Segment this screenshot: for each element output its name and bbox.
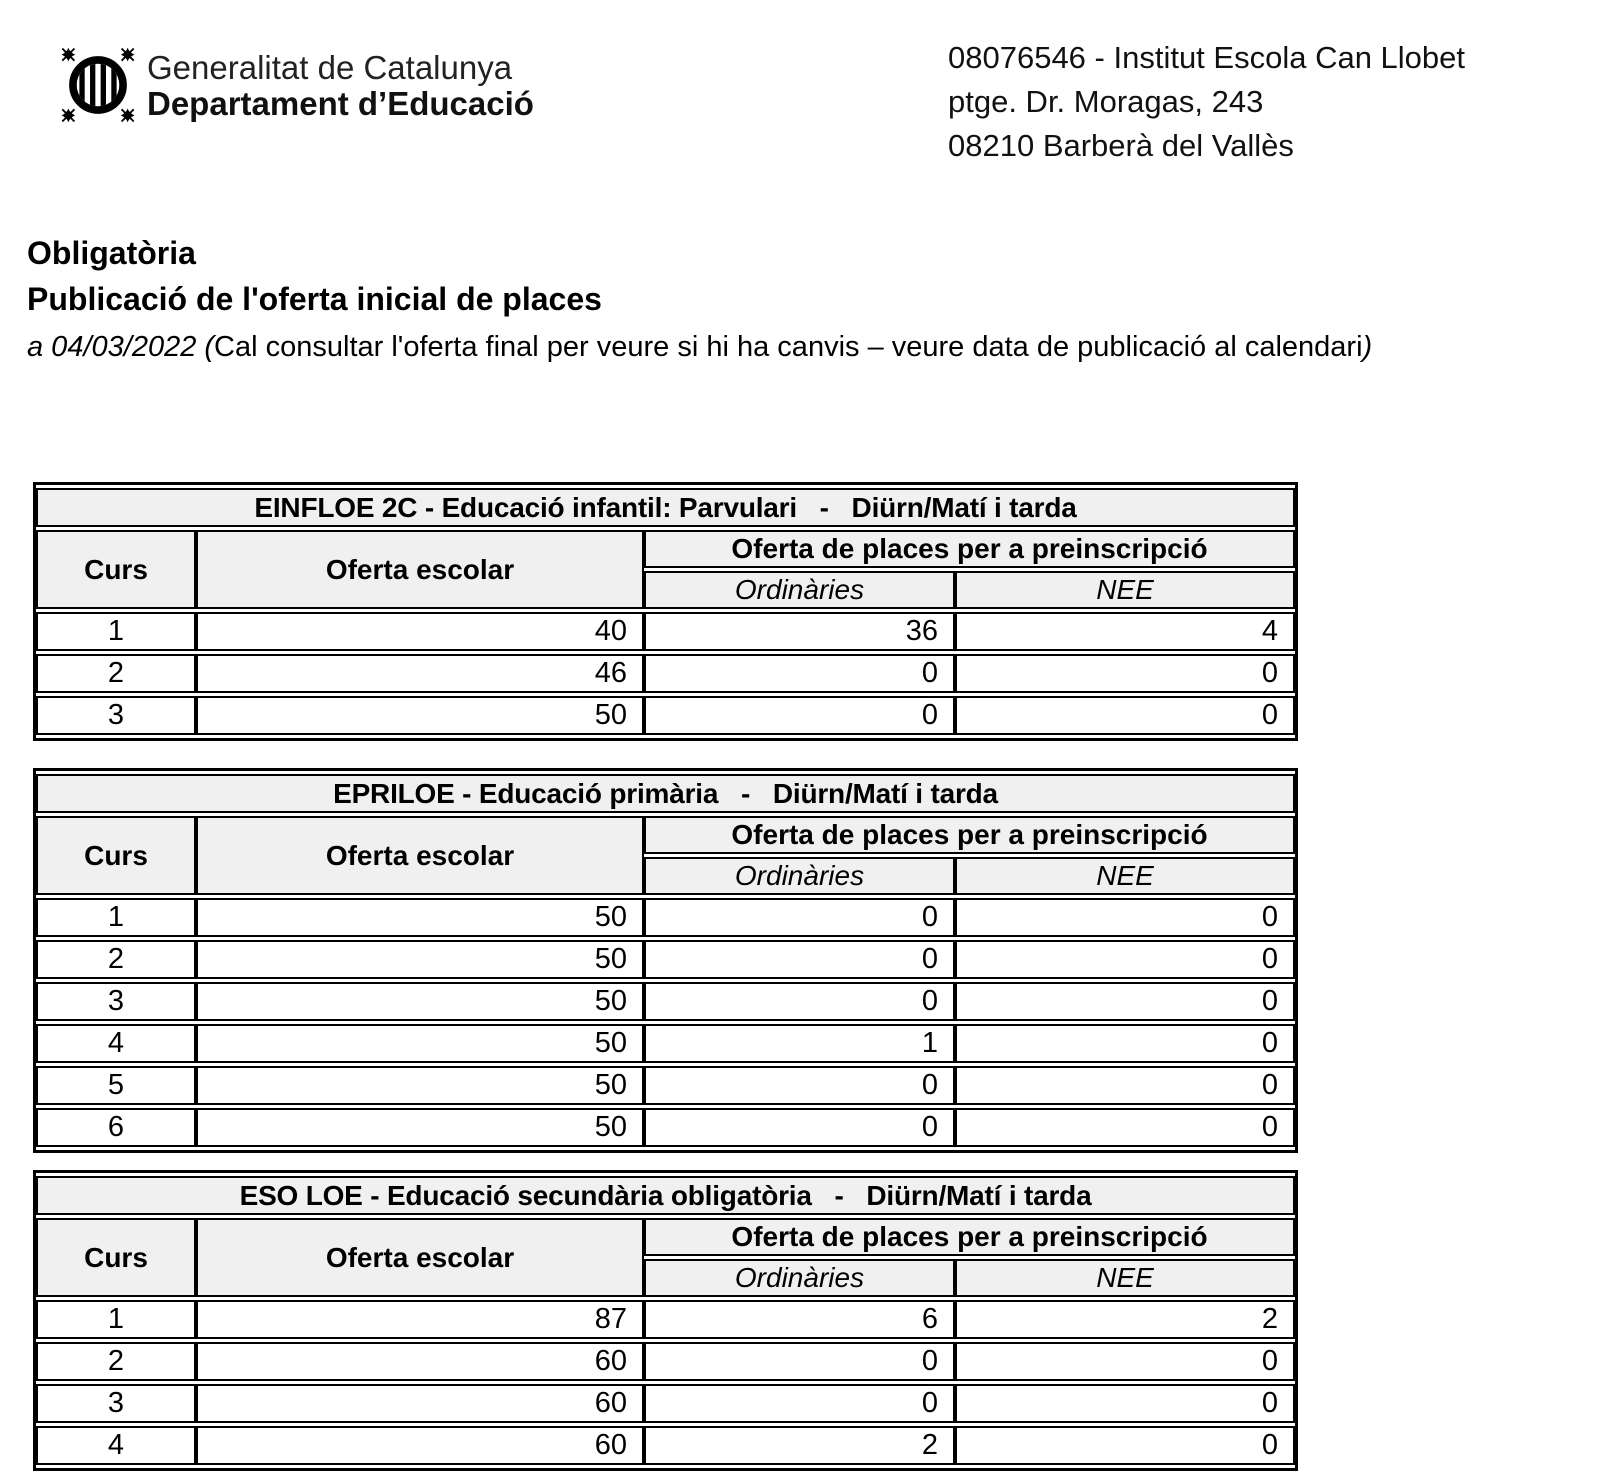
table-row [36, 982, 1295, 1021]
ordinaries-cell: 0 [644, 1066, 955, 1105]
table-title: ESO LOE - Educació secundària obligatòria - Diürn/Matí i tarda [36, 1176, 1295, 1215]
curs-cell: 3 [36, 696, 196, 735]
ordinaries-cell: 0 [644, 654, 955, 693]
oferta-cell: 40 [196, 612, 644, 651]
oferta-cell: 50 [196, 696, 644, 735]
oferta-cell: 46 [196, 654, 644, 693]
school-street: ptge. Dr. Moragas, 243 [948, 84, 1264, 119]
curs-cell: 2 [36, 1342, 196, 1381]
col-header-ordinaries: Ordinàries [644, 1259, 955, 1297]
col-header-ordinaries: Ordinàries [644, 571, 955, 609]
subtitle-close-paren: ) [1362, 331, 1373, 363]
table-title: EINFLOE 2C - Educació infantil: Parvulari - Diürn/Matí i tarda [36, 488, 1295, 527]
nee-cell: 0 [955, 1384, 1295, 1423]
ordinaries-cell: 0 [644, 898, 955, 937]
ordinaries-cell: 0 [644, 1384, 955, 1423]
nee-cell: 0 [955, 982, 1295, 1021]
oferta-cell: 87 [196, 1300, 644, 1339]
heading-block [27, 230, 1372, 370]
oferta-cell: 60 [196, 1426, 644, 1465]
heading-publicacio: Publicació de l'oferta inicial de places [27, 281, 602, 317]
col-header-nee: NEE [955, 857, 1295, 895]
table-row [36, 1024, 1295, 1063]
nee-cell: 4 [955, 612, 1295, 651]
col-header-group: Oferta de places per a preinscripció [644, 816, 1295, 854]
table-eso [33, 1170, 1298, 1471]
oferta-cell: 50 [196, 898, 644, 937]
nee-cell: 2 [955, 1300, 1295, 1339]
table-epriloe [33, 768, 1298, 1153]
oferta-cell: 50 [196, 1066, 644, 1105]
curs-cell: 4 [36, 1426, 196, 1465]
table-row [36, 654, 1295, 693]
curs-cell: 1 [36, 1300, 196, 1339]
table-row [36, 696, 1295, 735]
nee-cell: 0 [955, 654, 1295, 693]
school-code-name: 08076546 - Institut Escola Can Llobet [948, 40, 1466, 75]
ordinaries-cell: 0 [644, 1342, 955, 1381]
curs-cell: 3 [36, 1384, 196, 1423]
col-header-nee: NEE [955, 571, 1295, 609]
table-row [36, 898, 1295, 937]
col-header-oferta-escolar: Oferta escolar [196, 530, 644, 609]
ordinaries-cell: 0 [644, 940, 955, 979]
table-title: EPRILOE - Educació primària - Diürn/Matí i tarda [36, 774, 1295, 813]
ordinaries-cell: 2 [644, 1426, 955, 1465]
heading-obligatoria: Obligatòria [27, 235, 196, 271]
oferta-cell: 50 [196, 1024, 644, 1063]
curs-cell: 1 [36, 612, 196, 651]
table-row [36, 940, 1295, 979]
ordinaries-cell: 0 [644, 696, 955, 735]
curs-cell: 2 [36, 940, 196, 979]
curs-cell: 1 [36, 898, 196, 937]
curs-cell: 3 [36, 982, 196, 1021]
nee-cell: 0 [955, 940, 1295, 979]
col-header-group: Oferta de places per a preinscripció [644, 530, 1295, 568]
oferta-cell: 60 [196, 1342, 644, 1381]
nee-cell: 0 [955, 1024, 1295, 1063]
nee-cell: 0 [955, 1066, 1295, 1105]
oferta-cell: 50 [196, 982, 644, 1021]
oferta-cell: 50 [196, 1108, 644, 1147]
org-department: Departament d’Educació [147, 85, 534, 122]
curs-cell: 5 [36, 1066, 196, 1105]
col-header-curs: Curs [36, 530, 196, 609]
school-address [948, 36, 1465, 168]
col-header-group: Oferta de places per a preinscripció [644, 1218, 1295, 1256]
org-name: Generalitat de Catalunya [147, 49, 513, 86]
table-row [36, 1300, 1295, 1339]
oferta-cell: 60 [196, 1384, 644, 1423]
ordinaries-cell: 6 [644, 1300, 955, 1339]
ordinaries-cell: 0 [644, 982, 955, 1021]
curs-cell: 6 [36, 1108, 196, 1147]
nee-cell: 0 [955, 898, 1295, 937]
table-row [36, 1342, 1295, 1381]
table-row [36, 1384, 1295, 1423]
generalitat-logo-icon [60, 44, 136, 126]
school-city: 08210 Barberà del Vallès [948, 128, 1294, 163]
curs-cell: 4 [36, 1024, 196, 1063]
ordinaries-cell: 36 [644, 612, 955, 651]
col-header-ordinaries: Ordinàries [644, 857, 955, 895]
nee-cell: 0 [955, 1426, 1295, 1465]
table-row [36, 1108, 1295, 1147]
ordinaries-cell: 0 [644, 1108, 955, 1147]
table-einfloe [33, 482, 1298, 741]
col-header-curs: Curs [36, 1218, 196, 1297]
subtitle-note: Cal consultar l'oferta final per veure si hi ha canvis – veure data de publicació al calendari [214, 331, 1363, 363]
table-row [36, 612, 1295, 651]
subtitle-date: a 04/03/2022 ( [27, 331, 215, 363]
nee-cell: 0 [955, 1342, 1295, 1381]
col-header-oferta-escolar: Oferta escolar [196, 1218, 644, 1297]
col-header-curs: Curs [36, 816, 196, 895]
ordinaries-cell: 1 [644, 1024, 955, 1063]
org-header [147, 50, 534, 122]
nee-cell: 0 [955, 696, 1295, 735]
oferta-cell: 50 [196, 940, 644, 979]
curs-cell: 2 [36, 654, 196, 693]
col-header-nee: NEE [955, 1259, 1295, 1297]
table-row [36, 1066, 1295, 1105]
table-row [36, 1426, 1295, 1465]
nee-cell: 0 [955, 1108, 1295, 1147]
col-header-oferta-escolar: Oferta escolar [196, 816, 644, 895]
subtitle [27, 324, 1372, 370]
